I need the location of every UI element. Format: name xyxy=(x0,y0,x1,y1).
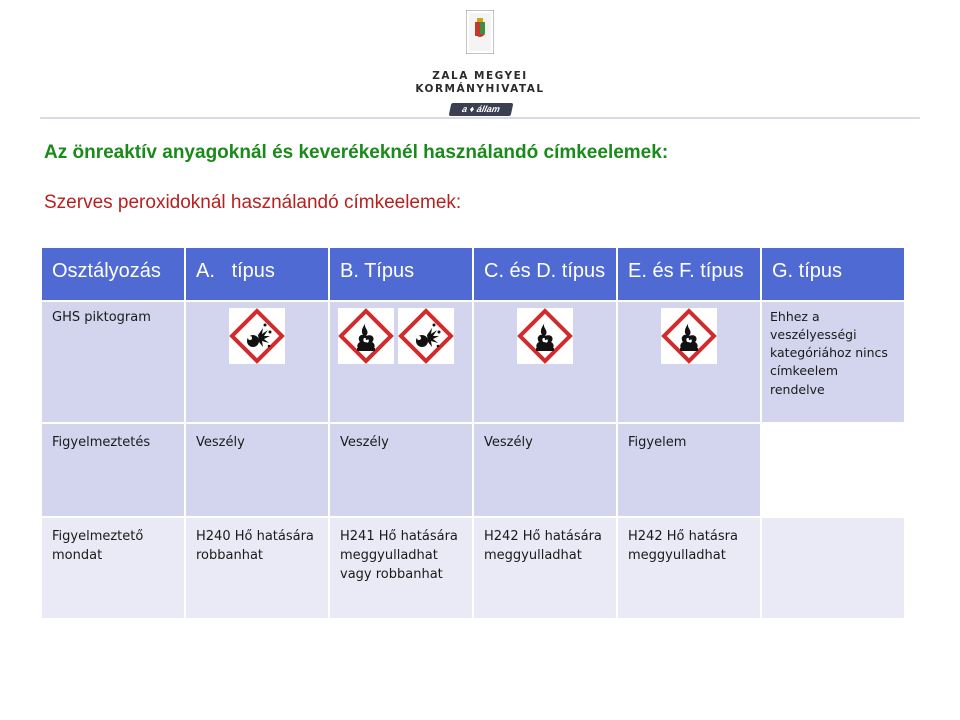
cell-statement-type-g xyxy=(761,517,905,619)
table-row-hazard-statement xyxy=(41,517,905,619)
table-row-signal-word xyxy=(41,423,905,517)
cell-statement-type-ef: H242 Hő hatásra meggyulladhat xyxy=(617,517,761,619)
table-row-pictogram xyxy=(41,301,905,423)
exploding-bomb-icon xyxy=(398,308,454,364)
coat-of-arms-icon xyxy=(466,10,494,54)
cell-statement-type-b: H241 Hő hatására meggyulladhat vagy robbanhat xyxy=(329,517,473,619)
page-subtitle: Szerves peroxidoknál használandó címkeelemek: xyxy=(44,192,462,213)
table-header-row xyxy=(41,247,905,301)
cell-signal-type-cd: Veszély xyxy=(473,423,617,517)
row-label-pictogram: GHS piktogram xyxy=(41,301,185,423)
org-name-line1: ZALA MEGYEI xyxy=(432,70,528,82)
org-name-line2: KORMÁNYHIVATAL xyxy=(415,83,545,95)
cell-pictogram-type-b xyxy=(329,301,473,423)
col-header-type-cd: C. és D. típus xyxy=(473,247,617,301)
flame-icon xyxy=(661,308,717,364)
page-title: Az önreaktív anyagoknál és keverékeknél használandó címkeelemek: xyxy=(44,142,669,163)
org-logo xyxy=(410,8,550,113)
header-divider xyxy=(40,117,920,119)
cell-statement-type-a: H240 Hő hatására robbanhat xyxy=(185,517,329,619)
cell-pictogram-type-a xyxy=(185,301,329,423)
col-header-classification: Osztályozás xyxy=(41,247,185,301)
cell-pictogram-type-cd xyxy=(473,301,617,423)
brand-badge: a ♦ állam xyxy=(449,103,514,116)
col-header-type-ef: E. és F. típus xyxy=(617,247,761,301)
exploding-bomb-icon xyxy=(229,308,285,364)
cell-statement-type-cd: H242 Hő hatására meggyulladhat xyxy=(473,517,617,619)
cell-pictogram-type-ef xyxy=(617,301,761,423)
flame-icon xyxy=(338,308,394,364)
cell-pictogram-type-g-note: Ehhez a veszélyességi kategóriához nincs címkeelem rendelve xyxy=(761,301,905,423)
col-header-type-a: A. típus xyxy=(185,247,329,301)
flame-icon xyxy=(517,308,573,364)
row-label-hazard-statement: Figyelmeztető mondat xyxy=(41,517,185,619)
col-header-type-g: G. típus xyxy=(761,247,905,301)
label-elements-table xyxy=(40,246,906,620)
cell-signal-type-b: Veszély xyxy=(329,423,473,517)
cell-signal-type-a: Veszély xyxy=(185,423,329,517)
cell-signal-type-ef: Figyelem xyxy=(617,423,761,517)
col-header-type-b: B. Típus xyxy=(329,247,473,301)
cell-signal-type-g xyxy=(761,423,905,517)
row-label-signal-word: Figyelmeztetés xyxy=(41,423,185,517)
